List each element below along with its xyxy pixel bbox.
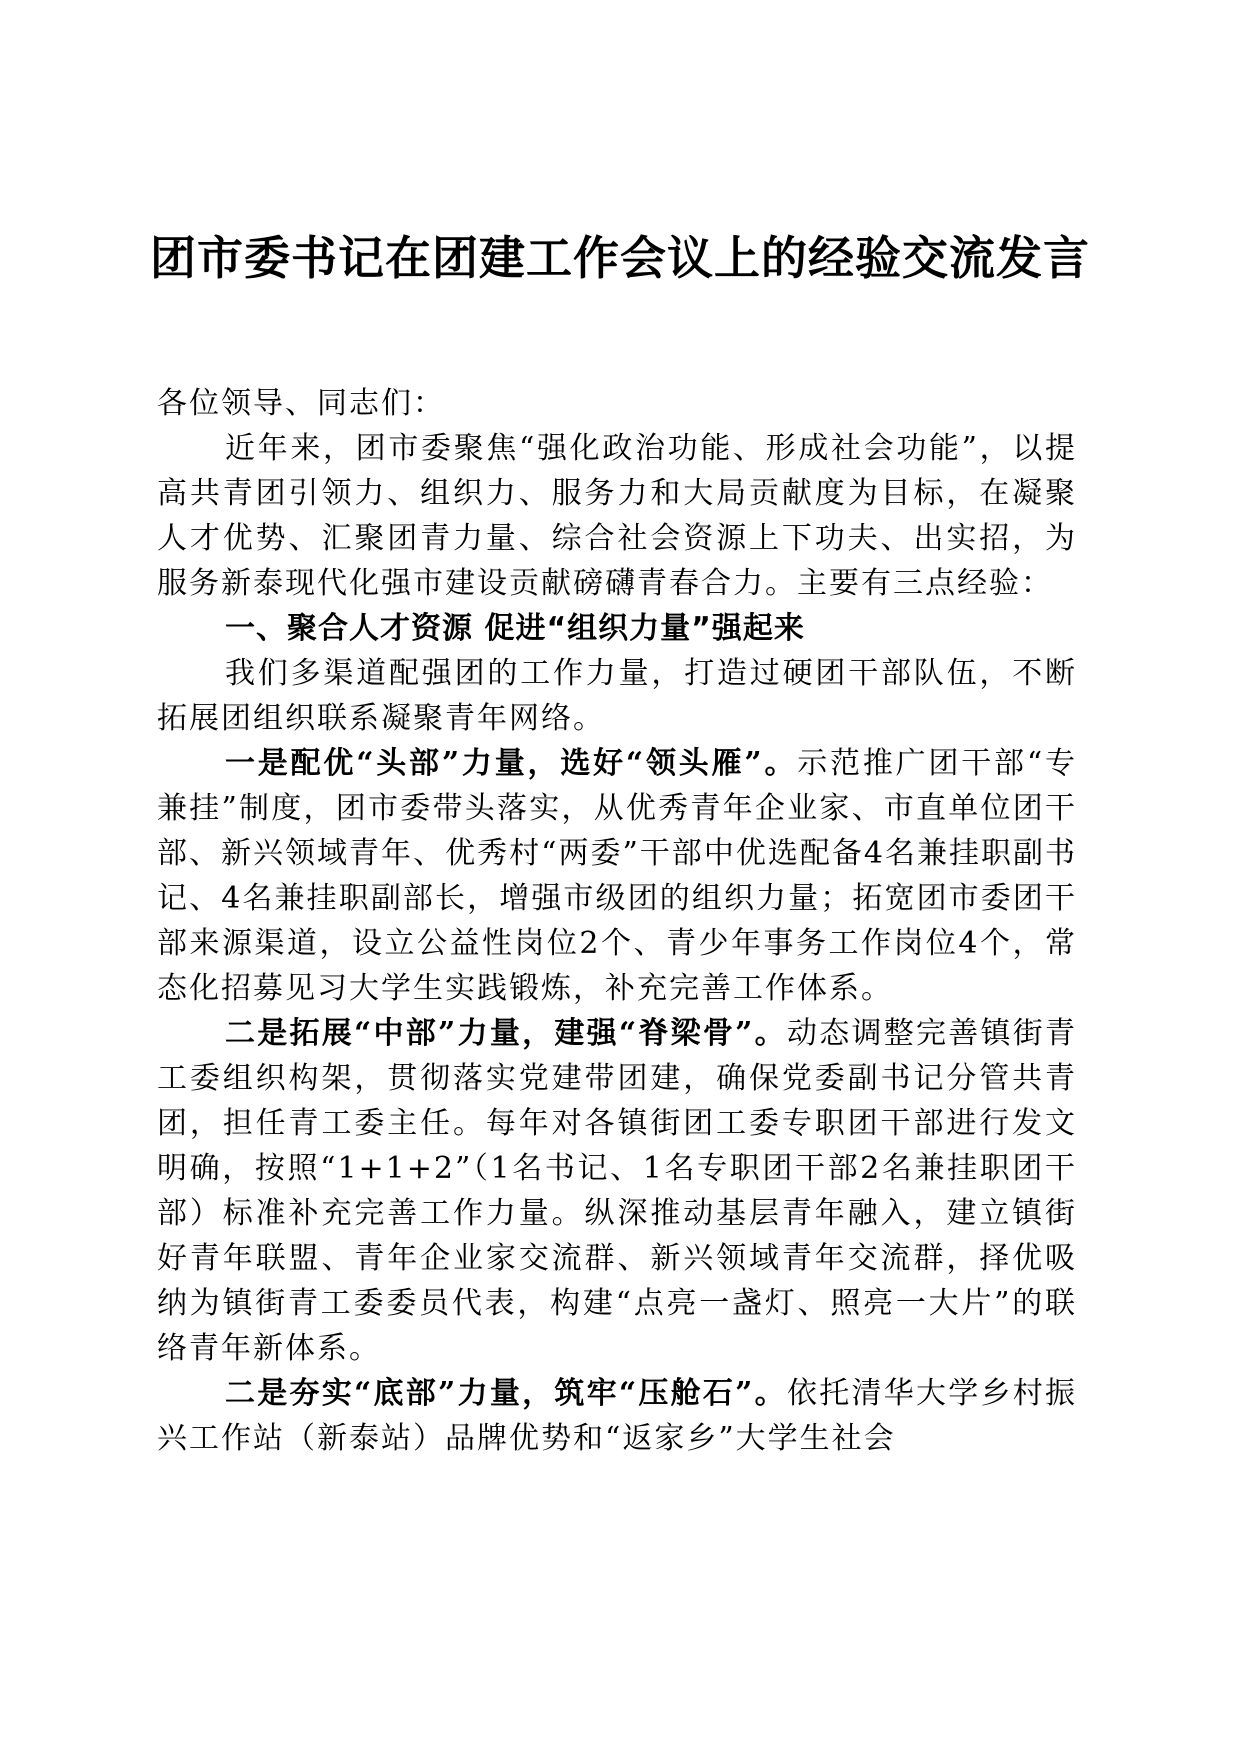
- document-body: [157, 381, 1077, 1461]
- intro-paragraph: 近年来，团市委聚焦“强化政治功能、形成社会功能”，以提高共青团引领力、组织力、服务力和大局贡献度为目标，在凝聚人才优势、汇聚团青力量、综合社会资源上下功夫、出实招，为服务新泰现代化强市建设贡献磅礴青春合力。主要有三点经验：: [157, 431, 1077, 601]
- salutation: 各位领导、同志们：: [157, 386, 445, 421]
- item-lead: 二是夯实“底部”力量，筑牢“压舱石”。: [225, 1376, 787, 1411]
- section-heading: 一、聚合人才资源 促进“组织力量”强起来: [225, 611, 805, 646]
- item-text: 依托清华大学乡村振兴工作站（新泰站）品牌优势和“返家乡”大学生社会: [157, 1376, 1078, 1456]
- list-item: [157, 1371, 1077, 1461]
- item-lead: 一是配优“头部”力量，选好“领头雁”。: [225, 746, 798, 781]
- document-title: 团市委书记在团建工作会议上的经验交流发言: [150, 231, 1090, 285]
- list-item: [157, 741, 1077, 1011]
- item-lead: 二是拓展“中部”力量，建强“脊梁骨”。: [225, 1016, 787, 1051]
- list-item: [157, 1011, 1077, 1371]
- section-summary: 我们多渠道配强团的工作力量，打造过硬团干部队伍，不断拓展团组织联系凝聚青年网络。: [157, 656, 1077, 736]
- item-text: 动态调整完善镇街青工委组织构架，贯彻落实党建带团建，确保党委副书记分管共青团，担任青工委主任。每年对各镇街团工委专职团干部进行发文明确，按照“1+1+2”（1名书记、1名专职团干部2名兼挂职团干部）标准补充完善工作力量。纵深推动基层青年融入，建立镇街好青年联盟、青年企业家交流群、新兴领域青年交流群，择优吸纳为镇街青工委委员代表，构建“点亮一盏灯、照亮一大片”的联络青年新体系。: [157, 1016, 1078, 1366]
- item-text: 示范推广团干部“专兼挂”制度，团市委带头落实，从优秀青年企业家、市直单位团干部、新兴领域青年、优秀村“两委”干部中优选配备4名兼挂职副书记、4名兼挂职副部长，增强市级团的组织力量；拓宽团市委团干部来源渠道，设立公益性岗位2个、青少年事务工作岗位4个，常态化招募见习大学生实践锻炼，补充完善工作体系。: [157, 746, 1077, 1006]
